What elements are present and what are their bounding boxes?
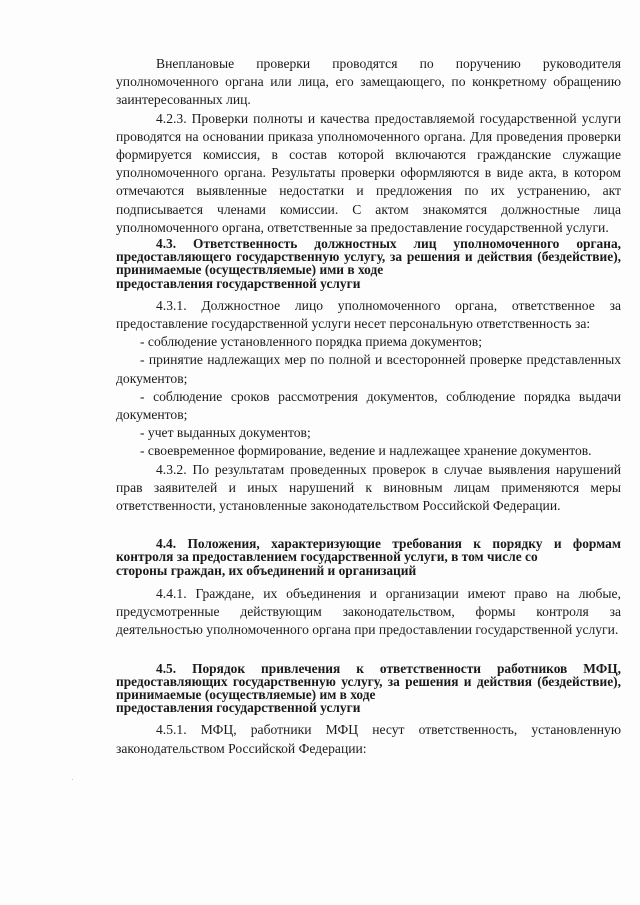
paragraph-4-3-1: 4.3.1. Должностное лицо уполномоченного органа, ответственное за предоставление государственной услуги несет персональную ответственность за:	[116, 297, 621, 332]
list-item: - соблюдение установленного порядка приема документов;	[140, 334, 482, 350]
scan-speck	[72, 779, 73, 780]
list-item: - учет выданных документов;	[140, 425, 311, 441]
paragraph-unscheduled-inspections: Внеплановые проверки проводятся по поручению руководителя уполномоченного органа или лица, его замещающего, по конкретному обращению заинтересованных лиц.	[116, 56, 621, 108]
heading-4-5-last-line: предоставления государственной услуги	[116, 700, 361, 716]
heading-4-4	[116, 537, 621, 577]
heading-4-3-last-line: предоставления государственной услуги	[116, 275, 361, 291]
heading-4-3	[116, 237, 621, 290]
heading-4-4-text: 4.4. Положения, характеризующие требования к порядку и формам контроля за предоставлением государственной услуги, в том числе со	[116, 536, 621, 565]
paragraph-4-2-3: 4.2.3. Проверки полноты и качества предоставляемой государственной услуги проводятся на основании приказа уполномоченного органа. Для проведения проверки формируется комиссия, в состав которой включаются гражданские служащие уполномоченного органа. Результаты проверки оформляются в виде акта, в котором отмечаются выявленные недостатки и предложения по их устранению, акт подписывается членами комиссии. С актом знакомятся должностные лица уполномоченного органа, ответственные за предоставление государственной услуги.	[116, 110, 621, 235]
list-item: - своевременное формирование, ведение и надлежащее хранение документов.	[140, 443, 592, 459]
heading-4-3-text: 4.3. Ответственность должностных лиц уполномоченного органа, предоставляющего государственную услугу, за решения и действия (бездействие), принимаемые (осуществляемые) ими в ходе	[116, 236, 621, 278]
list-item: - принятие надлежащих мер по полной и всесторонней проверке представленных документов;	[116, 352, 621, 386]
paragraph-4-4-1: 4.4.1. Граждане, их объединения и организации имеют право на любые, предусмотренные действующим законодательством, формы контроля за деятельностью уполномоченного органа при предоставлении государственной услуги.	[116, 585, 621, 638]
heading-4-4-last-line: стороны граждан, их объединений и организаций	[116, 562, 417, 578]
heading-4-5-text: 4.5. Порядок привлечения к ответственности работников МФЦ, предоставляющих государственную услугу, за решения и действия (бездействие), принимаемые (осуществляемые) им в ходе	[116, 660, 621, 702]
document-body	[116, 55, 621, 758]
list-item: - соблюдение сроков рассмотрения документов, соблюдение порядка выдачи документов;	[116, 388, 621, 423]
heading-4-5	[116, 662, 621, 715]
paragraph-4-3-2: 4.3.2. По результатам проведенных проверок в случае выявления нарушений прав заявителей и иных нарушений к виновным лицам применяются меры ответственности, установленные законодательством Российской Федерации.	[116, 461, 621, 514]
paragraph-4-5-1: 4.5.1. МФЦ, работники МФЦ несут ответственность, установленную законодательством Российской Федерации:	[116, 722, 621, 756]
